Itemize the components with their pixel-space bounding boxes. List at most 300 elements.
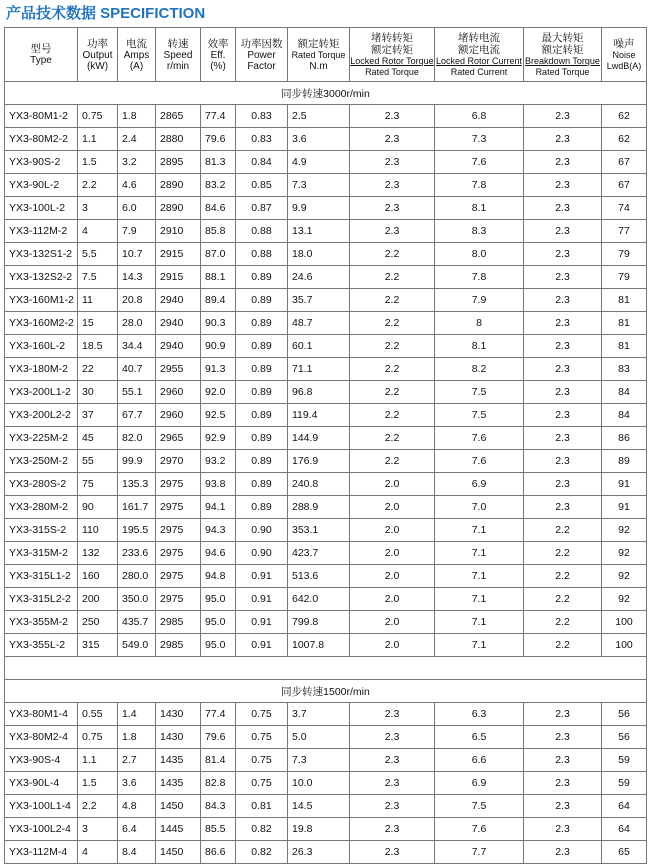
cell-type: YX3-160M1-2 <box>5 289 78 312</box>
cell-speed: 2880 <box>156 128 201 151</box>
cell-power-factor: 0.90 <box>236 519 288 542</box>
cell-rated-torque: 7.3 <box>288 749 350 772</box>
cell-power-factor: 0.82 <box>236 818 288 841</box>
cell-amps: 3.6 <box>118 772 156 795</box>
cell-power-factor: 0.91 <box>236 611 288 634</box>
cell-power-factor: 0.91 <box>236 588 288 611</box>
cell-rated-torque: 2.5 <box>288 105 350 128</box>
cell-output: 15 <box>78 312 118 335</box>
cell-efficiency: 94.1 <box>201 496 236 519</box>
cell-power-factor: 0.83 <box>236 128 288 151</box>
cell-locked-rotor-torque: 2.2 <box>350 266 435 289</box>
cell-locked-rotor-torque: 2.3 <box>350 818 435 841</box>
cell-power-factor: 0.84 <box>236 151 288 174</box>
cell-amps: 1.8 <box>118 105 156 128</box>
table-row <box>5 312 647 335</box>
cell-locked-rotor-current: 7.8 <box>435 266 524 289</box>
cell-efficiency: 83.2 <box>201 174 236 197</box>
cell-locked-rotor-torque: 2.3 <box>350 220 435 243</box>
cell-type: YX3-355L-2 <box>5 634 78 657</box>
cell-locked-rotor-current: 7.1 <box>435 542 524 565</box>
cell-locked-rotor-torque: 2.3 <box>350 128 435 151</box>
cell-breakdown-torque: 2.2 <box>524 565 602 588</box>
cell-noise: 79 <box>602 243 647 266</box>
cell-breakdown-torque: 2.3 <box>524 243 602 266</box>
cell-type: YX3-80M2-2 <box>5 128 78 151</box>
cell-amps: 10.7 <box>118 243 156 266</box>
table-row <box>5 772 647 795</box>
cell-locked-rotor-torque: 2.0 <box>350 542 435 565</box>
cell-rated-torque: 24.6 <box>288 266 350 289</box>
table-row <box>5 128 647 151</box>
cell-efficiency: 94.8 <box>201 565 236 588</box>
cell-breakdown-torque: 2.3 <box>524 404 602 427</box>
group-header-row <box>5 680 647 703</box>
cell-noise: 74 <box>602 197 647 220</box>
cell-amps: 195.5 <box>118 519 156 542</box>
cell-speed: 2890 <box>156 197 201 220</box>
cell-locked-rotor-torque: 2.2 <box>350 450 435 473</box>
cell-breakdown-torque: 2.3 <box>524 220 602 243</box>
cell-noise: 84 <box>602 381 647 404</box>
table-row <box>5 841 647 864</box>
cell-breakdown-torque: 2.3 <box>524 335 602 358</box>
cell-locked-rotor-current: 6.9 <box>435 772 524 795</box>
cell-amps: 6.4 <box>118 818 156 841</box>
cell-power-factor: 0.75 <box>236 749 288 772</box>
cell-rated-torque: 19.8 <box>288 818 350 841</box>
cell-noise: 79 <box>602 266 647 289</box>
cell-efficiency: 86.6 <box>201 841 236 864</box>
cell-amps: 135.3 <box>118 473 156 496</box>
table-row <box>5 243 647 266</box>
cell-rated-torque: 96.8 <box>288 381 350 404</box>
cell-locked-rotor-current: 8.3 <box>435 220 524 243</box>
cell-power-factor: 0.89 <box>236 450 288 473</box>
cell-locked-rotor-torque: 2.3 <box>350 726 435 749</box>
cell-noise: 92 <box>602 588 647 611</box>
cell-locked-rotor-current: 7.1 <box>435 519 524 542</box>
cell-amps: 55.1 <box>118 381 156 404</box>
cell-amps: 34.4 <box>118 335 156 358</box>
cell-rated-torque: 35.7 <box>288 289 350 312</box>
cell-amps: 280.0 <box>118 565 156 588</box>
cell-noise: 100 <box>602 611 647 634</box>
group-spacer-cell <box>5 657 647 680</box>
cell-locked-rotor-current: 7.5 <box>435 404 524 427</box>
table-row <box>5 266 647 289</box>
cell-speed: 2895 <box>156 151 201 174</box>
table-row <box>5 358 647 381</box>
cell-speed: 2960 <box>156 381 201 404</box>
page-title: 产品技术数据 SPECIFICTION <box>6 5 206 22</box>
cell-locked-rotor-torque: 2.3 <box>350 749 435 772</box>
cell-type: YX3-200L2-2 <box>5 404 78 427</box>
cell-locked-rotor-torque: 2.3 <box>350 703 435 726</box>
cell-noise: 59 <box>602 749 647 772</box>
cell-locked-rotor-current: 7.0 <box>435 496 524 519</box>
cell-locked-rotor-torque: 2.0 <box>350 611 435 634</box>
cell-noise: 83 <box>602 358 647 381</box>
cell-output: 4 <box>78 220 118 243</box>
cell-breakdown-torque: 2.3 <box>524 128 602 151</box>
cell-breakdown-torque: 2.3 <box>524 266 602 289</box>
cell-locked-rotor-current: 7.7 <box>435 841 524 864</box>
cell-speed: 2955 <box>156 358 201 381</box>
cell-amps: 82.0 <box>118 427 156 450</box>
cell-amps: 4.8 <box>118 795 156 818</box>
cell-locked-rotor-torque: 2.0 <box>350 473 435 496</box>
cell-power-factor: 0.90 <box>236 542 288 565</box>
cell-locked-rotor-torque: 2.2 <box>350 243 435 266</box>
cell-amps: 2.7 <box>118 749 156 772</box>
cell-rated-torque: 7.3 <box>288 174 350 197</box>
cell-amps: 67.7 <box>118 404 156 427</box>
cell-noise: 67 <box>602 151 647 174</box>
cell-speed: 2985 <box>156 611 201 634</box>
cell-power-factor: 0.91 <box>236 565 288 588</box>
cell-output: 3 <box>78 197 118 220</box>
cell-efficiency: 84.3 <box>201 795 236 818</box>
col-header-speed: 转速 Speed r/min <box>156 28 201 82</box>
cell-type: YX3-90S-2 <box>5 151 78 174</box>
cell-output: 22 <box>78 358 118 381</box>
cell-amps: 350.0 <box>118 588 156 611</box>
cell-locked-rotor-current: 7.5 <box>435 795 524 818</box>
cell-power-factor: 0.83 <box>236 105 288 128</box>
cell-locked-rotor-torque: 2.2 <box>350 335 435 358</box>
cell-breakdown-torque: 2.3 <box>524 151 602 174</box>
cell-output: 4 <box>78 841 118 864</box>
cell-rated-torque: 799.8 <box>288 611 350 634</box>
cell-speed: 2865 <box>156 105 201 128</box>
cell-power-factor: 0.75 <box>236 726 288 749</box>
cell-rated-torque: 1007.8 <box>288 634 350 657</box>
col-header-noise: 噪声 Noise LwdB(A) <box>602 28 647 82</box>
table-row <box>5 818 647 841</box>
cell-speed: 2975 <box>156 565 201 588</box>
cell-output: 0.75 <box>78 726 118 749</box>
cell-locked-rotor-current: 8.1 <box>435 335 524 358</box>
cell-locked-rotor-current: 7.6 <box>435 427 524 450</box>
cell-breakdown-torque: 2.2 <box>524 542 602 565</box>
cell-breakdown-torque: 2.3 <box>524 174 602 197</box>
cell-locked-rotor-torque: 2.0 <box>350 588 435 611</box>
cell-amps: 549.0 <box>118 634 156 657</box>
cell-locked-rotor-torque: 2.0 <box>350 634 435 657</box>
cell-amps: 99.9 <box>118 450 156 473</box>
cell-locked-rotor-torque: 2.3 <box>350 174 435 197</box>
cell-rated-torque: 14.5 <box>288 795 350 818</box>
cell-speed: 2915 <box>156 243 201 266</box>
cell-efficiency: 81.4 <box>201 749 236 772</box>
cell-type: YX3-160L-2 <box>5 335 78 358</box>
cell-type: YX3-100L-2 <box>5 197 78 220</box>
cell-noise: 91 <box>602 473 647 496</box>
cell-speed: 2985 <box>156 634 201 657</box>
col-header-type: 型号 Type <box>5 28 78 82</box>
table-row <box>5 634 647 657</box>
cell-rated-torque: 48.7 <box>288 312 350 335</box>
cell-noise: 56 <box>602 726 647 749</box>
cell-rated-torque: 513.6 <box>288 565 350 588</box>
cell-amps: 28.0 <box>118 312 156 335</box>
table-row <box>5 611 647 634</box>
cell-locked-rotor-torque: 2.2 <box>350 289 435 312</box>
cell-output: 250 <box>78 611 118 634</box>
cell-amps: 435.7 <box>118 611 156 634</box>
cell-speed: 2975 <box>156 588 201 611</box>
cell-amps: 6.0 <box>118 197 156 220</box>
cell-output: 55 <box>78 450 118 473</box>
cell-power-factor: 0.75 <box>236 772 288 795</box>
cell-type: YX3-315L2-2 <box>5 588 78 611</box>
cell-output: 37 <box>78 404 118 427</box>
cell-type: YX3-112M-4 <box>5 841 78 864</box>
cell-rated-torque: 26.3 <box>288 841 350 864</box>
cell-type: YX3-80M1-2 <box>5 105 78 128</box>
cell-amps: 233.6 <box>118 542 156 565</box>
cell-efficiency: 92.0 <box>201 381 236 404</box>
table-row <box>5 726 647 749</box>
cell-efficiency: 79.6 <box>201 726 236 749</box>
table-row <box>5 565 647 588</box>
cell-breakdown-torque: 2.2 <box>524 519 602 542</box>
cell-breakdown-torque: 2.3 <box>524 772 602 795</box>
table-row <box>5 749 647 772</box>
cell-breakdown-torque: 2.2 <box>524 634 602 657</box>
table-row <box>5 174 647 197</box>
cell-noise: 92 <box>602 519 647 542</box>
cell-type: YX3-90L-2 <box>5 174 78 197</box>
cell-rated-torque: 353.1 <box>288 519 350 542</box>
cell-efficiency: 79.6 <box>201 128 236 151</box>
table-row <box>5 151 647 174</box>
cell-efficiency: 95.0 <box>201 588 236 611</box>
cell-output: 110 <box>78 519 118 542</box>
table-row <box>5 588 647 611</box>
cell-type: YX3-355M-2 <box>5 611 78 634</box>
cell-output: 30 <box>78 381 118 404</box>
cell-type: YX3-90L-4 <box>5 772 78 795</box>
cell-locked-rotor-current: 7.1 <box>435 634 524 657</box>
cell-noise: 59 <box>602 772 647 795</box>
cell-output: 1.5 <box>78 772 118 795</box>
cell-breakdown-torque: 2.2 <box>524 588 602 611</box>
col-header-efficiency: 效率 Eff. (%) <box>201 28 236 82</box>
cell-type: YX3-112M-2 <box>5 220 78 243</box>
cell-noise: 65 <box>602 841 647 864</box>
cell-output: 1.5 <box>78 151 118 174</box>
cell-rated-torque: 9.9 <box>288 197 350 220</box>
cell-locked-rotor-torque: 2.0 <box>350 496 435 519</box>
cell-speed: 2970 <box>156 450 201 473</box>
cell-amps: 14.3 <box>118 266 156 289</box>
cell-rated-torque: 71.1 <box>288 358 350 381</box>
cell-speed: 1450 <box>156 841 201 864</box>
cell-locked-rotor-torque: 2.2 <box>350 358 435 381</box>
cell-breakdown-torque: 2.3 <box>524 105 602 128</box>
cell-locked-rotor-current: 7.6 <box>435 151 524 174</box>
cell-locked-rotor-torque: 2.2 <box>350 404 435 427</box>
cell-noise: 100 <box>602 634 647 657</box>
cell-power-factor: 0.89 <box>236 312 288 335</box>
cell-locked-rotor-torque: 2.3 <box>350 151 435 174</box>
cell-noise: 91 <box>602 496 647 519</box>
table-row <box>5 473 647 496</box>
cell-efficiency: 77.4 <box>201 703 236 726</box>
cell-output: 0.75 <box>78 105 118 128</box>
cell-type: YX3-160M2-2 <box>5 312 78 335</box>
cell-rated-torque: 119.4 <box>288 404 350 427</box>
cell-amps: 4.6 <box>118 174 156 197</box>
table-row <box>5 703 647 726</box>
cell-efficiency: 88.1 <box>201 266 236 289</box>
cell-rated-torque: 240.8 <box>288 473 350 496</box>
cell-amps: 1.4 <box>118 703 156 726</box>
spec-table <box>4 27 647 864</box>
cell-type: YX3-315M-2 <box>5 542 78 565</box>
cell-locked-rotor-torque: 2.3 <box>350 841 435 864</box>
cell-power-factor: 0.87 <box>236 197 288 220</box>
cell-efficiency: 94.3 <box>201 519 236 542</box>
table-row <box>5 795 647 818</box>
table-row <box>5 220 647 243</box>
cell-breakdown-torque: 2.3 <box>524 358 602 381</box>
cell-locked-rotor-torque: 2.2 <box>350 427 435 450</box>
cell-output: 11 <box>78 289 118 312</box>
cell-breakdown-torque: 2.3 <box>524 726 602 749</box>
cell-amps: 161.7 <box>118 496 156 519</box>
cell-breakdown-torque: 2.3 <box>524 473 602 496</box>
cell-breakdown-torque: 2.3 <box>524 795 602 818</box>
cell-efficiency: 85.8 <box>201 220 236 243</box>
col-header-amps: 电流 Amps (A) <box>118 28 156 82</box>
cell-type: YX3-100L2-4 <box>5 818 78 841</box>
cell-efficiency: 87.0 <box>201 243 236 266</box>
cell-noise: 92 <box>602 565 647 588</box>
cell-type: YX3-80M2-4 <box>5 726 78 749</box>
cell-noise: 81 <box>602 312 647 335</box>
cell-rated-torque: 60.1 <box>288 335 350 358</box>
cell-power-factor: 0.89 <box>236 473 288 496</box>
cell-power-factor: 0.89 <box>236 381 288 404</box>
table-row <box>5 450 647 473</box>
cell-locked-rotor-torque: 2.2 <box>350 312 435 335</box>
cell-locked-rotor-current: 8.0 <box>435 243 524 266</box>
cell-locked-rotor-current: 7.5 <box>435 381 524 404</box>
cell-output: 0.55 <box>78 703 118 726</box>
group-header-row <box>5 82 647 105</box>
cell-locked-rotor-torque: 2.3 <box>350 105 435 128</box>
header-row <box>5 28 647 82</box>
cell-output: 160 <box>78 565 118 588</box>
table-row <box>5 496 647 519</box>
table-row <box>5 197 647 220</box>
cell-noise: 64 <box>602 795 647 818</box>
cell-amps: 2.4 <box>118 128 156 151</box>
cell-breakdown-torque: 2.3 <box>524 841 602 864</box>
cell-output: 3 <box>78 818 118 841</box>
cell-power-factor: 0.89 <box>236 404 288 427</box>
table-row <box>5 542 647 565</box>
cell-breakdown-torque: 2.3 <box>524 703 602 726</box>
cell-breakdown-torque: 2.3 <box>524 450 602 473</box>
cell-noise: 92 <box>602 542 647 565</box>
spec-table-body <box>5 82 647 864</box>
cell-efficiency: 93.8 <box>201 473 236 496</box>
table-row <box>5 427 647 450</box>
cell-type: YX3-315L1-2 <box>5 565 78 588</box>
table-row <box>5 381 647 404</box>
cell-type: YX3-100L1-4 <box>5 795 78 818</box>
cell-amps: 20.8 <box>118 289 156 312</box>
cell-type: YX3-90S-4 <box>5 749 78 772</box>
cell-speed: 1445 <box>156 818 201 841</box>
cell-power-factor: 0.89 <box>236 358 288 381</box>
cell-locked-rotor-current: 8.2 <box>435 358 524 381</box>
cell-rated-torque: 18.0 <box>288 243 350 266</box>
cell-type: YX3-132S2-2 <box>5 266 78 289</box>
cell-speed: 2890 <box>156 174 201 197</box>
cell-locked-rotor-current: 7.6 <box>435 818 524 841</box>
cell-efficiency: 77.4 <box>201 105 236 128</box>
cell-output: 18.5 <box>78 335 118 358</box>
cell-speed: 2975 <box>156 542 201 565</box>
cell-output: 2.2 <box>78 795 118 818</box>
cell-type: YX3-200L1-2 <box>5 381 78 404</box>
cell-breakdown-torque: 2.2 <box>524 611 602 634</box>
cell-noise: 84 <box>602 404 647 427</box>
col-header-power-factor: 功率因数 Power Factor <box>236 28 288 82</box>
cell-rated-torque: 4.9 <box>288 151 350 174</box>
cell-type: YX3-250M-2 <box>5 450 78 473</box>
cell-power-factor: 0.91 <box>236 634 288 657</box>
cell-breakdown-torque: 2.3 <box>524 749 602 772</box>
cell-speed: 2940 <box>156 335 201 358</box>
cell-locked-rotor-current: 7.3 <box>435 128 524 151</box>
cell-breakdown-torque: 2.3 <box>524 381 602 404</box>
cell-speed: 2915 <box>156 266 201 289</box>
cell-output: 1.1 <box>78 749 118 772</box>
cell-noise: 81 <box>602 289 647 312</box>
cell-efficiency: 90.3 <box>201 312 236 335</box>
cell-amps: 40.7 <box>118 358 156 381</box>
cell-noise: 62 <box>602 128 647 151</box>
cell-locked-rotor-current: 6.8 <box>435 105 524 128</box>
cell-efficiency: 94.6 <box>201 542 236 565</box>
cell-type: YX3-280M-2 <box>5 496 78 519</box>
cell-efficiency: 89.4 <box>201 289 236 312</box>
cell-power-factor: 0.81 <box>236 795 288 818</box>
cell-speed: 1435 <box>156 749 201 772</box>
cell-locked-rotor-torque: 2.3 <box>350 197 435 220</box>
cell-rated-torque: 288.9 <box>288 496 350 519</box>
cell-speed: 1430 <box>156 726 201 749</box>
cell-noise: 56 <box>602 703 647 726</box>
cell-breakdown-torque: 2.3 <box>524 818 602 841</box>
cell-amps: 3.2 <box>118 151 156 174</box>
cell-power-factor: 0.75 <box>236 703 288 726</box>
cell-noise: 77 <box>602 220 647 243</box>
cell-locked-rotor-torque: 2.2 <box>350 381 435 404</box>
cell-efficiency: 85.5 <box>201 818 236 841</box>
cell-amps: 8.4 <box>118 841 156 864</box>
group-spacer <box>5 657 647 680</box>
cell-speed: 2940 <box>156 312 201 335</box>
cell-output: 2.2 <box>78 174 118 197</box>
cell-breakdown-torque: 2.3 <box>524 427 602 450</box>
